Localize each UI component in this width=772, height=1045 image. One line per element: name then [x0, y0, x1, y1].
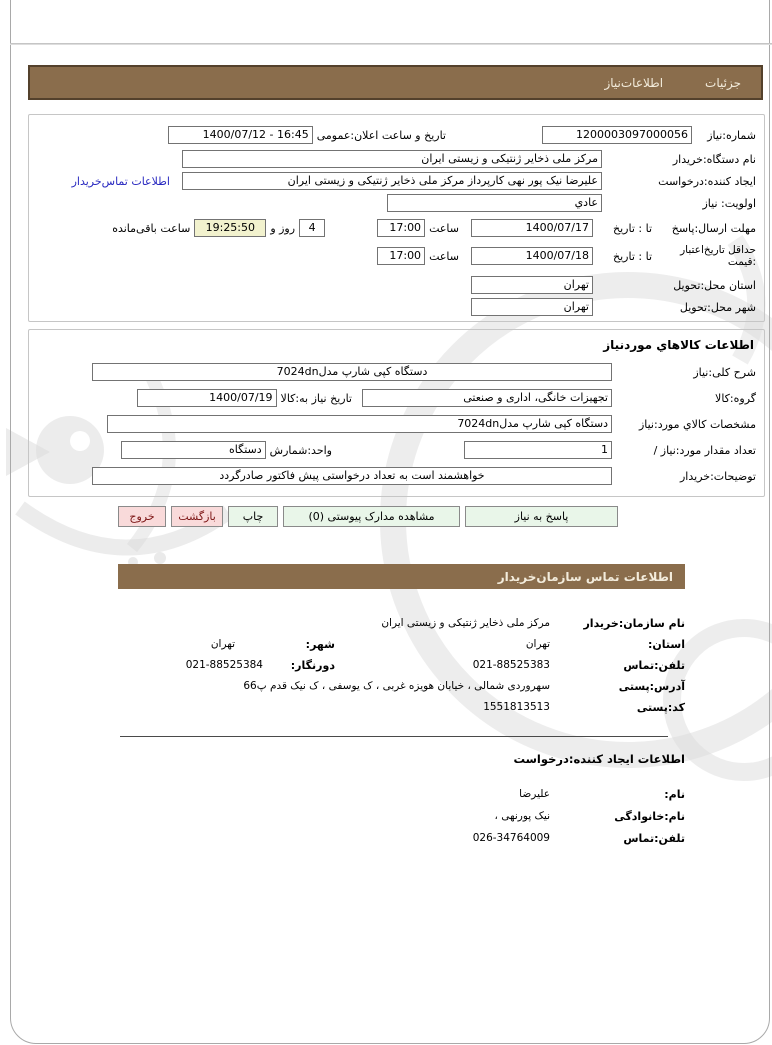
goods-group-field[interactable]: تجهیزات خانگی، اداری و صنعتی — [362, 389, 612, 407]
count-unit-field[interactable]: دستگاه — [121, 441, 266, 459]
price-validity-time-field[interactable]: 17:00 — [377, 247, 425, 265]
overall-description-label: شرح کلی:نیاز — [693, 365, 756, 379]
org-fax-label: دورنگار: — [290, 659, 335, 672]
remaining-hours-label: ساعت باقی‌مانده — [112, 221, 191, 235]
reply-deadline-time-field[interactable]: 17:00 — [377, 219, 425, 237]
print-button[interactable]: چاپ — [228, 506, 278, 527]
org-name-row — [381, 617, 685, 630]
creator-phone-label: تلفن:تماس — [623, 832, 685, 845]
creator-phone-row — [365, 832, 685, 845]
hour-label: ساعت — [429, 221, 459, 235]
request-creator-block — [118, 752, 685, 852]
org-city-value: تهران — [210, 638, 235, 650]
page-header-bar — [28, 65, 763, 100]
view-attachments-button[interactable]: مشاهده مدارک پیوستی (0) — [283, 506, 460, 527]
section-divider-line — [120, 736, 668, 737]
until-date-label: تا : تاریخ — [613, 221, 652, 235]
quantity-label: تعداد مقدار مورد:نیاز / — [653, 443, 756, 457]
price-validity-label-line1: حداقل تاریخ‌اعتبار — [680, 244, 756, 256]
delivery-province-label: استان محل:تحویل — [673, 278, 756, 292]
validity-hour-label: ساعت — [429, 249, 459, 263]
price-validity-label-line2: :قیمت — [727, 256, 756, 268]
tab-need-info[interactable]: اطلاعات‌نیاز — [604, 75, 664, 90]
exit-button[interactable]: خروج — [118, 506, 166, 527]
price-validity-row — [377, 243, 756, 269]
goods-group-row — [137, 388, 756, 408]
org-postal-row — [335, 701, 685, 714]
goods-group-label: گروه:کالا — [715, 391, 756, 405]
quantity-field[interactable]: 1 — [464, 441, 612, 459]
need-number-row — [168, 125, 756, 145]
buyer-device-field[interactable]: مرکز ملی ذخایر ژنتیکی و زیستی ایران — [182, 150, 602, 168]
delivery-city-field[interactable]: تهران — [471, 298, 593, 316]
org-address-label: آدرس:پستی — [618, 680, 685, 693]
goods-info-panel — [28, 329, 765, 497]
priority-row — [387, 193, 756, 213]
org-province-city-row — [211, 638, 685, 651]
delivery-city-row — [471, 297, 756, 317]
creator-last-name-value: نیک پورنهی ، — [494, 810, 550, 822]
goods-panel-title: اطلاعات کالاهاي موردنیاز — [603, 338, 754, 352]
goods-need-date-field[interactable]: 1400/07/19 — [137, 389, 277, 407]
announce-datetime-field[interactable]: 1400/07/12 - 16:45 — [168, 126, 313, 144]
buyer-org-contact-header: اطلاعات تماس سازمان‌خریدار — [118, 564, 685, 589]
org-province-value: تهران — [525, 638, 550, 650]
price-validity-label — [656, 244, 756, 268]
creator-phone-value: 026-34764009 — [472, 832, 550, 844]
validity-until-date-label: تا : تاریخ — [613, 249, 652, 263]
goods-specs-row — [107, 414, 756, 434]
buyer-notes-field[interactable]: خواهشمند است به تعداد درخواستی پیش فاکتور صادرگردد — [92, 467, 612, 485]
request-creator-label: ایجاد کننده:درخواست — [658, 174, 756, 188]
reply-deadline-date-field[interactable]: 1400/07/17 — [471, 219, 593, 237]
delivery-province-row — [471, 275, 756, 295]
org-postal-value: 1551813513 — [483, 701, 550, 713]
top-divider-line — [10, 43, 772, 45]
priority-field[interactable]: عادي — [387, 194, 602, 212]
back-button[interactable]: بازگشت — [171, 506, 223, 527]
need-number-label: شماره:نیاز — [707, 128, 756, 142]
creator-last-name-label: نام:خانوادگی — [614, 810, 685, 823]
org-fax-value: 021-88525384 — [185, 659, 263, 671]
request-creator-row — [72, 171, 756, 191]
buyer-notes-label: توضیحات:خریدار — [680, 469, 756, 483]
creator-last-name-row — [365, 810, 685, 823]
buyer-org-contact-block — [118, 600, 685, 730]
overall-description-row — [92, 362, 756, 382]
need-number-field[interactable]: 1200003097000056 — [542, 126, 692, 144]
remaining-days-field[interactable]: 4 — [299, 219, 325, 237]
org-province-label: استان: — [648, 638, 685, 651]
org-phone-label: تلفن:تماس — [623, 659, 685, 672]
remaining-time-countdown: 19:25:50 — [194, 219, 266, 237]
quantity-row — [121, 440, 756, 460]
buyer-notes-row — [92, 466, 756, 486]
days-and-label: روز و — [270, 221, 296, 235]
buyer-device-row — [182, 149, 756, 169]
reply-deadline-row — [112, 218, 756, 238]
org-city-label: شهر: — [305, 638, 335, 651]
delivery-city-label: شهر محل:تحویل — [679, 300, 756, 314]
buyer-device-label: نام دستگاه:خریدار — [672, 152, 756, 166]
goods-specs-field[interactable]: دستگاه کپی شارپ مدل7024dn — [107, 415, 612, 433]
tab-details[interactable]: جزئیات — [705, 75, 741, 90]
creator-first-name-row — [365, 788, 685, 801]
announce-datetime-label: تاریخ و ساعت اعلان:عمومی — [316, 128, 446, 142]
reply-deadline-label: مهلت ارسال:پاسخ — [671, 221, 756, 235]
org-address-row — [243, 680, 685, 693]
need-info-panel — [28, 114, 765, 322]
goods-need-date-label: تاریخ نیاز به:کالا — [280, 391, 352, 405]
org-phone-value: 021-88525383 — [472, 659, 550, 671]
action-buttons-row — [118, 506, 618, 527]
buyer-contact-link[interactable]: اطلاعات تماس‌خریدار — [71, 174, 170, 188]
request-creator-field[interactable]: علیرضا نیک پور نهی کارپرداز مرکز ملی ذخایر ژنتیکی و زیستی ایران — [182, 172, 602, 190]
creator-first-name-value: علیرضا — [519, 788, 550, 800]
request-creator-title: اطلاعات ایجاد کننده:درخواست — [513, 752, 685, 766]
org-postal-label: کد:پستی — [636, 701, 685, 714]
goods-specs-label: مشخصات کالاي مورد:نیاز — [638, 417, 756, 431]
priority-label: اولویت: نیاز — [702, 196, 756, 210]
overall-description-field[interactable]: دستگاه کپی شارپ مدل7024dn — [92, 363, 612, 381]
org-phone-fax-row — [186, 659, 685, 672]
delivery-province-field[interactable]: تهران — [471, 276, 593, 294]
count-unit-label: واحد:شمارش — [269, 443, 332, 457]
org-address-value: سهروردی شمالی ، خیابان هویزه غربی ، ک یوسفی ، ک نیک قدم پ66 — [243, 680, 550, 692]
price-validity-date-field[interactable]: 1400/07/18 — [471, 247, 593, 265]
org-name-label: نام سازمان:خریدار — [583, 617, 685, 630]
reply-to-need-button[interactable]: پاسخ به نیاز — [465, 506, 618, 527]
org-name-value: مرکز ملی ذخایر ژنتیکی و زیستی ایران — [381, 617, 550, 629]
creator-first-name-label: نام: — [664, 788, 685, 801]
